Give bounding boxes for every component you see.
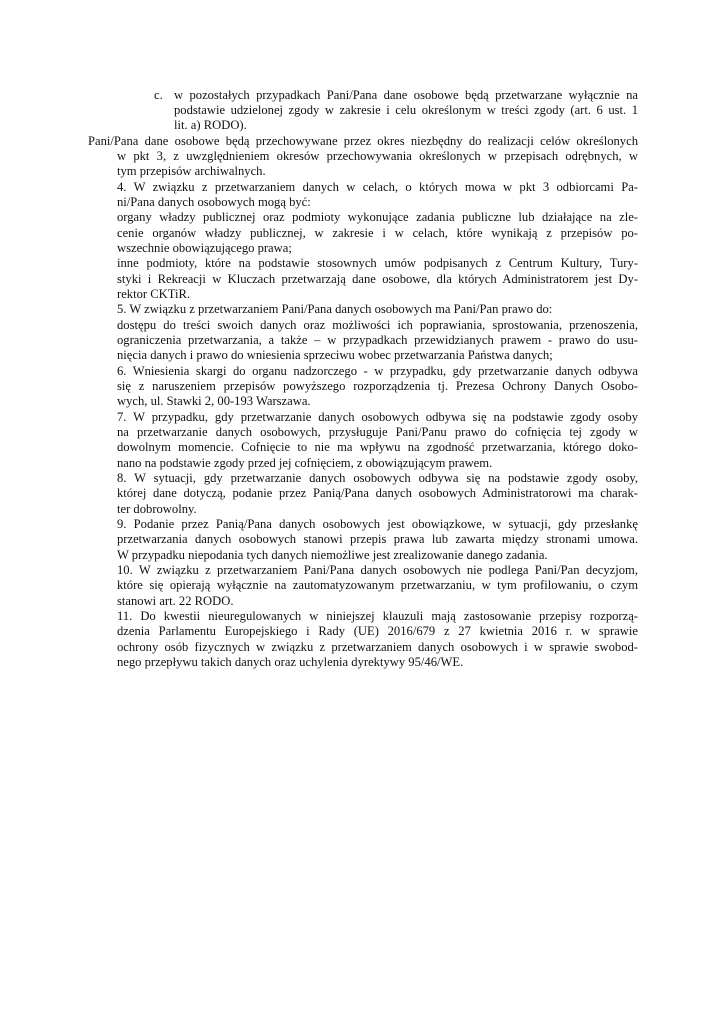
section-9-line-2: przetwarzania danych osobowych stanowi przepis prawa lub zawarta między stronami umowa. — [117, 532, 638, 546]
section-4-line-8: rektor CKTiR. — [117, 287, 191, 301]
section-4-line-6: inne podmioty, które na podstawie stosownych umów podpisanych z Centrum Kultury, Tury- — [117, 256, 638, 270]
section-6-line-1: 6. Wniesienia skargi do organu nadzorczego - w przypadku, gdy przetwarzanie danych odbywa — [117, 364, 638, 378]
item-c-line-1: w pozostałych przypadkach Pani/Pana dane osobowe będą przetwarzane wyłącznie na — [174, 88, 638, 102]
section-7-line-3: dowolnym momencie. Cofnięcie to nie ma wpływu na zgodność przetwarzania, którego doko- — [117, 440, 638, 454]
section-5-line-2: dostępu do treści swoich danych oraz możliwości ich poprawiania, sprostowania, przenoszenia, — [117, 318, 638, 332]
retention-line-2: w pkt 3, z uwzględnieniem okresów przechowywania określonych w przepisach odrębnych, w — [117, 149, 638, 163]
section-11-line-4: nego przepływu takich danych oraz uchylenia dyrektywy 95/46/WE. — [117, 655, 464, 669]
section-6-line-3: wych, ul. Stawki 2, 00-193 Warszawa. — [117, 394, 311, 408]
section-11-line-3: ochrony osób fizycznych w związku z przetwarzaniem danych osobowych i w sprawie swobod- — [117, 640, 638, 654]
section-4-line-2: ni/Pana danych osobowych mogą być: — [117, 195, 311, 209]
section-10-line-1: 10. W związku z przetwarzaniem Pani/Pana danych osobowych nie podlega Pani/Pan decyzjom, — [117, 563, 638, 577]
section-4-line-3: organy władzy publicznej oraz podmioty wykonujące zadania publiczne lub działające na zle- — [117, 210, 638, 224]
section-10-line-3: stanowi art. 22 RODO. — [117, 594, 234, 608]
section-10-line-2: które się opierają wyłącznie na zautomatyzowanym przetwarzaniu, w tym profilowaniu, o czym — [117, 578, 638, 592]
list-marker-c: c. — [154, 88, 163, 102]
section-8-line-2: której dane dotyczą, podanie przez Panią/Pana danych osobowych Administratorowi ma charak- — [117, 486, 638, 500]
section-8-line-3: ter dobrowolny. — [117, 502, 197, 516]
section-5-line-1: 5. W związku z przetwarzaniem Pani/Pana danych osobowych ma Pani/Pan prawo do: — [117, 302, 553, 316]
section-4-line-1: 4. W związku z przetwarzaniem danych w celach, o których mowa w pkt 3 odbiorcami Pa- — [117, 180, 638, 194]
section-8-line-1: 8. W sytuacji, gdy przetwarzanie danych osobowych odbywa się na podstawie zgody osoby, — [117, 471, 638, 485]
section-9-line-1: 9. Podanie przez Panią/Pana danych osobowych jest obowiązkowe, w sytuacji, gdy przesłankę — [117, 517, 638, 531]
item-c-line-3: lit. a) RODO). — [174, 118, 247, 132]
retention-line-3: tym przepisów archiwalnych. — [117, 164, 266, 178]
section-4-line-7: styki i Rekreacji w Kluczach przetwarzają dane osobowe, dla których Administratorem jest Dy- — [117, 272, 638, 286]
item-c-line-2: podstawie udzielonej zgody w zakresie i celu określonym w treści zgody (art. 6 ust. 1 — [174, 103, 638, 117]
section-11-line-1: 11. Do kwestii nieuregulowanych w niniejszej klauzuli mają zastosowanie przepisy rozporzą- — [117, 609, 638, 623]
section-6-line-2: się z naruszeniem przepisów powyższego rozporządzenia tj. Prezesa Ochrony Danych Osobo- — [117, 379, 638, 393]
section-7-line-1: 7. W przypadku, gdy przetwarzanie danych osobowych odbywa się na podstawie zgody osoby — [117, 410, 638, 424]
section-9-line-3: W przypadku niepodania tych danych niemożliwe jest zrealizowanie danego zadania. — [117, 548, 548, 562]
section-5-line-3: ograniczenia przetwarzania, a także – w przypadkach przewidzianych prawem - prawo do usu- — [117, 333, 638, 347]
section-11-line-2: dzenia Parlamentu Europejskiego i Rady (UE) 2016/679 z 27 kwietnia 2016 r. w sprawie — [117, 624, 638, 638]
section-4-line-5: wszechnie obowiązującego prawa; — [117, 241, 292, 255]
section-5-line-4: nięcia danych i prawo do wniesienia sprzeciwu wobec przetwarzania Państwa danych; — [117, 348, 553, 362]
section-7-line-2: na przetwarzanie danych osobowych, przysługuje Pani/Panu prawo do cofnięcia tej zgody w — [117, 425, 638, 439]
section-4-line-4: cenie organów władzy publicznej, w zakresie i w celach, które wynikają z przepisów po- — [117, 226, 638, 240]
retention-line-1: Pani/Pana dane osobowe będą przechowywane przez okres niezbędny do realizacji celów określonych — [88, 134, 638, 148]
section-7-line-4: nano na podstawie zgody przed jej cofnięciem, z obowiązującym prawem. — [117, 456, 493, 470]
